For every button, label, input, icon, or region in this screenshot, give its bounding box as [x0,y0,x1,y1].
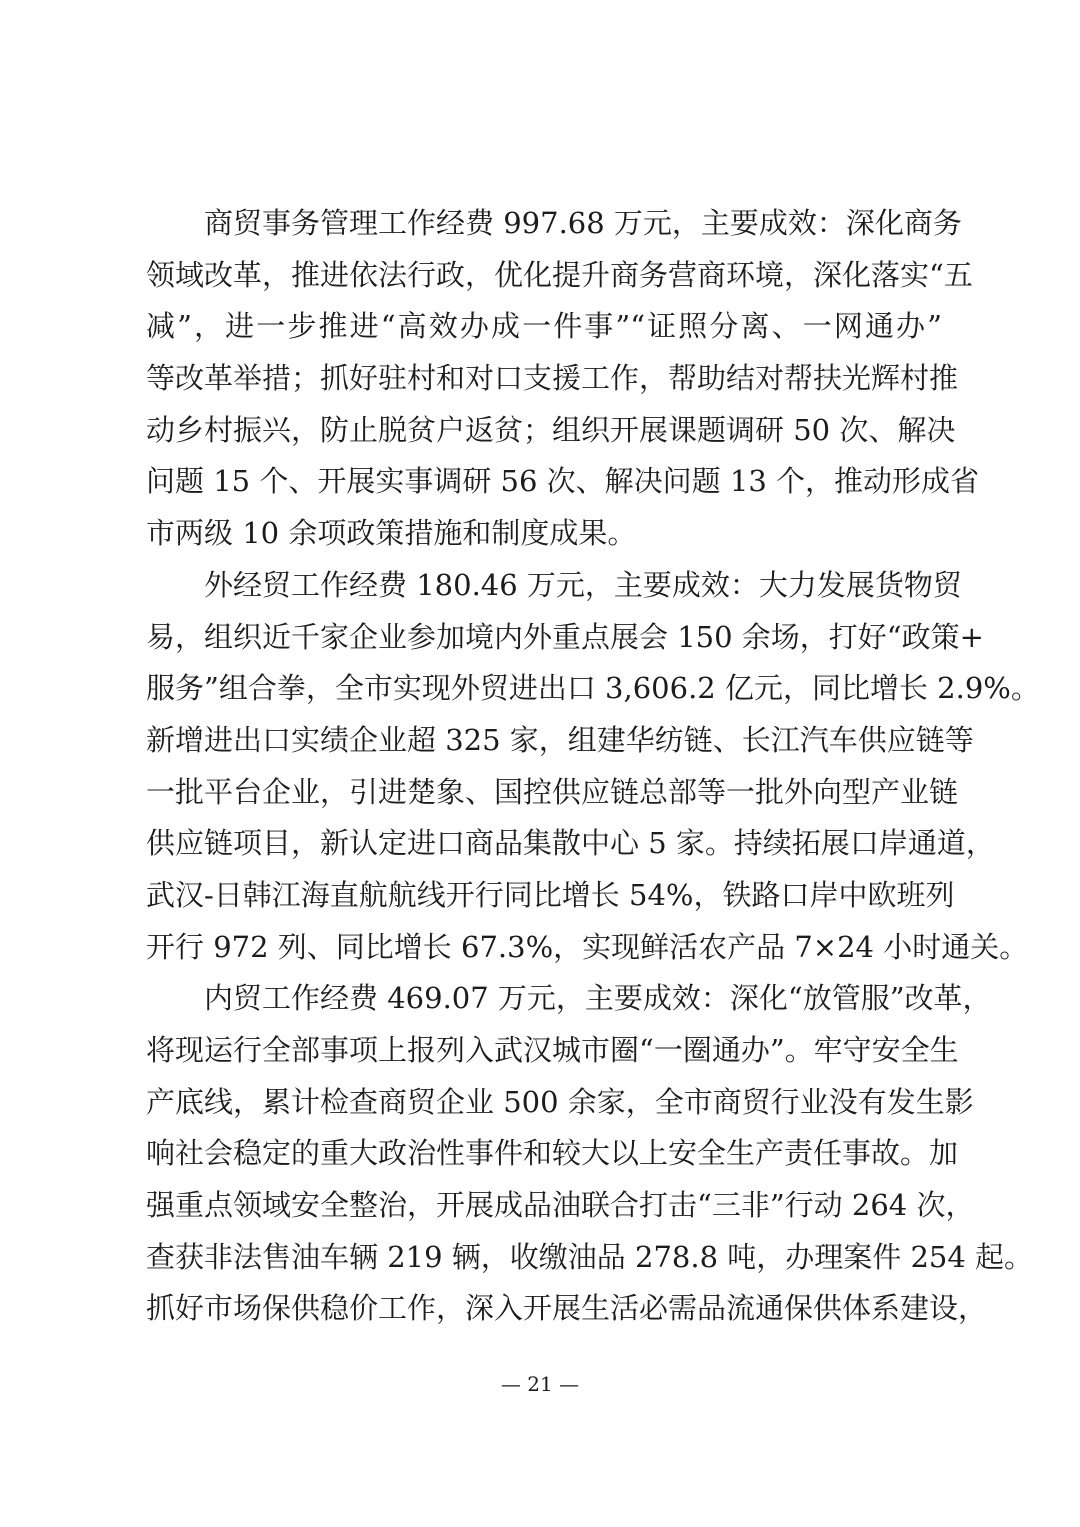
paragraph-3-line-4: 响社会稳定的重大政治性事件和较大以上安全生产责任事故。加 [146,1136,959,1171]
paragraph-2-line-7: 武汉-日韩江海直航航线开行同比增长 54%，铁路口岸中欧班列 [146,877,955,912]
paragraph-2-line-2: 易，组织近千家企业参加境内外重点展会 150 余场，打好“政策+ [146,619,984,654]
paragraph-3-line-6: 查获非法售油车辆 219 辆，收缴油品 278.8 吨，办理案件 254 起。 [146,1239,1034,1274]
paragraph-3-line-2: 将现运行全部事项上报列入武汉城市圈“一圈通办”。牢守安全生 [146,1033,959,1067]
paragraph-2-line-5: 一批平台企业，引进楚象、国控供应链总部等一批外向型产业链 [146,774,959,809]
paragraph-3-line-1: 内贸工作经费 469.07 万元，主要成效：深化“放管服”改革， [204,981,992,1016]
paragraph-2-line-1: 外经贸工作经费 180.46 万元，主要成效：大力发展货物贸 [204,567,962,602]
paragraph-3-line-5: 强重点领域安全整治，开展成品油联合打击“三非”行动 264 次， [146,1188,975,1223]
paragraph-1-line-6: 问题 15 个、开展实事调研 56 次、解决问题 13 个，推动形成省 [146,464,980,499]
page-number: — 21 — [500,1372,580,1396]
paragraph-1-line-3: 减”，进一步推进“高效办成一件事”“证照分离、一网通办” [146,309,942,344]
paragraph-1-line-5: 动乡村振兴，防止脱贫户返贫；组织开展课题调研 50 次、解决 [146,412,956,447]
paragraph-1-line-7: 市两级 10 余项政策措施和制度成果。 [146,516,637,551]
paragraph-1-line-2: 领域改革，推进依法行政，优化提升商务营商环境，深化落实“五 [146,257,973,292]
paragraph-1-line-1: 商贸事务管理工作经费 997.68 万元，主要成效：深化商务 [204,206,962,240]
paragraph-1-line-4: 等改革举措；抓好驻村和对口支援工作，帮助结对帮扶光辉村推 [146,361,959,396]
paragraph-2-line-3: 服务”组合拳，全市实现外贸进出口 3,606.2 亿元，同比增长 2.9%。 [146,671,1040,706]
paragraph-2-line-4: 新增进出口实绩企业超 325 家，组建华纺链、长江汽车供应链等 [146,722,974,757]
paragraph-2-line-8: 开行 972 列、同比增长 67.3%，实现鲜活农产品 7×24 小时通关。 [146,929,1029,964]
body-text [146,198,1040,1335]
paragraph-3-line-3: 产底线，累计检查商贸企业 500 余家，全市商贸行业没有发生影 [146,1084,974,1119]
paragraph-2-line-6: 供应链项目，新认定进口商品集散中心 5 家。持续拓展口岸通道， [146,826,995,861]
paragraph-3-line-7: 抓好市场保供稳价工作，深入开展生活必需品流通保供体系建设， [146,1291,988,1326]
